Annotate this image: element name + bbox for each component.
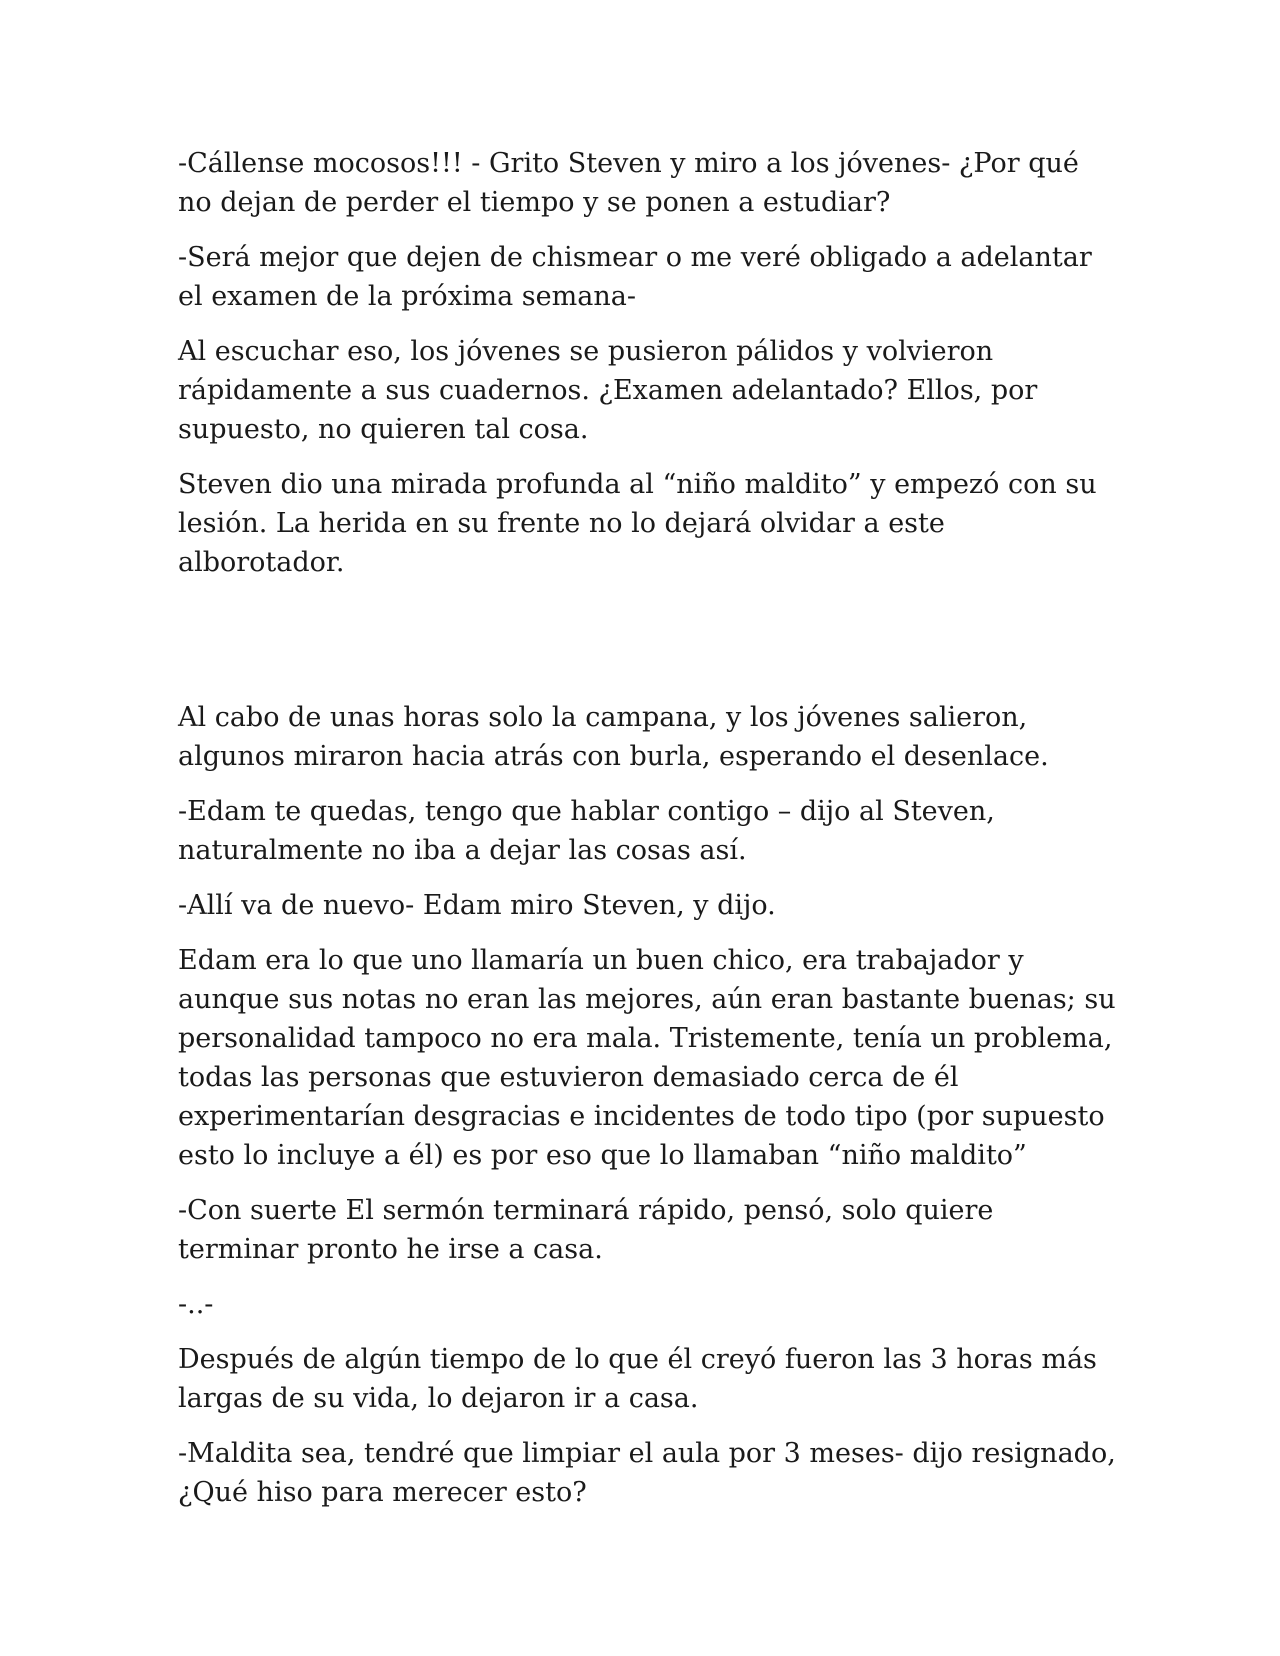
section-gap — [178, 598, 1118, 698]
paragraph: -Con suerte El sermón terminará rápido, pensó, solo quiere terminar pronto he irse a casa. — [178, 1195, 994, 1265]
paragraph: -Edam te quedas, tengo que hablar contigo – dijo al Steven, naturalmente no iba a dejar las cosas así. — [178, 796, 995, 866]
paragraph: Al escuchar eso, los jóvenes se pusieron pálidos y volvieron rápidamente a sus cuadernos. ¿Examen adelantado? Ellos, por supuesto, no quieren tal cosa. — [178, 336, 1038, 445]
paragraph: Al cabo de unas horas solo la campana, y los jóvenes salieron, algunos miraron hacia atrás con burla, esperando el desenlace. — [178, 702, 1049, 772]
paragraph: Steven dio una mirada profunda al “niño maldito” y empezó con su lesión. La herida en su frente no lo dejará olvidar a este alborotador. — [178, 469, 1097, 578]
paragraph: -Será mejor que dejen de chismear o me veré obligado a adelantar el examen de la próxima semana- — [178, 242, 1092, 312]
paragraph: Después de algún tiempo de lo que él creyó fueron las 3 horas más largas de su vida, lo dejaron ir a casa. — [178, 1344, 1097, 1414]
paragraph: Edam era lo que uno llamaría un buen chico, era trabajador y aunque sus notas no eran las mejores, aún eran bastante buenas; su personalidad tampoco no era mala. Tristemente, tenía un problema, todas las personas que estuvieron demasiado cerca de él experimentarían desgracias e incidentes de todo tipo (por supuesto esto lo incluye a él) es por eso que lo llamaban “niño maldito” — [178, 945, 1116, 1171]
scene-separator: -..- — [178, 1289, 214, 1320]
paragraph: -Allí va de nuevo- Edam miro Steven, y dijo. — [178, 890, 776, 921]
document-body — [178, 144, 1118, 1528]
paragraph: -Cállense mocosos!!! - Grito Steven y miro a los jóvenes- ¿Por qué no dejan de perder el tiempo y se ponen a estudiar? — [178, 148, 1079, 218]
paragraph: -Maldita sea, tendré que limpiar el aula por 3 meses- dijo resignado, ¿Qué hiso para merecer esto? — [178, 1438, 1116, 1508]
